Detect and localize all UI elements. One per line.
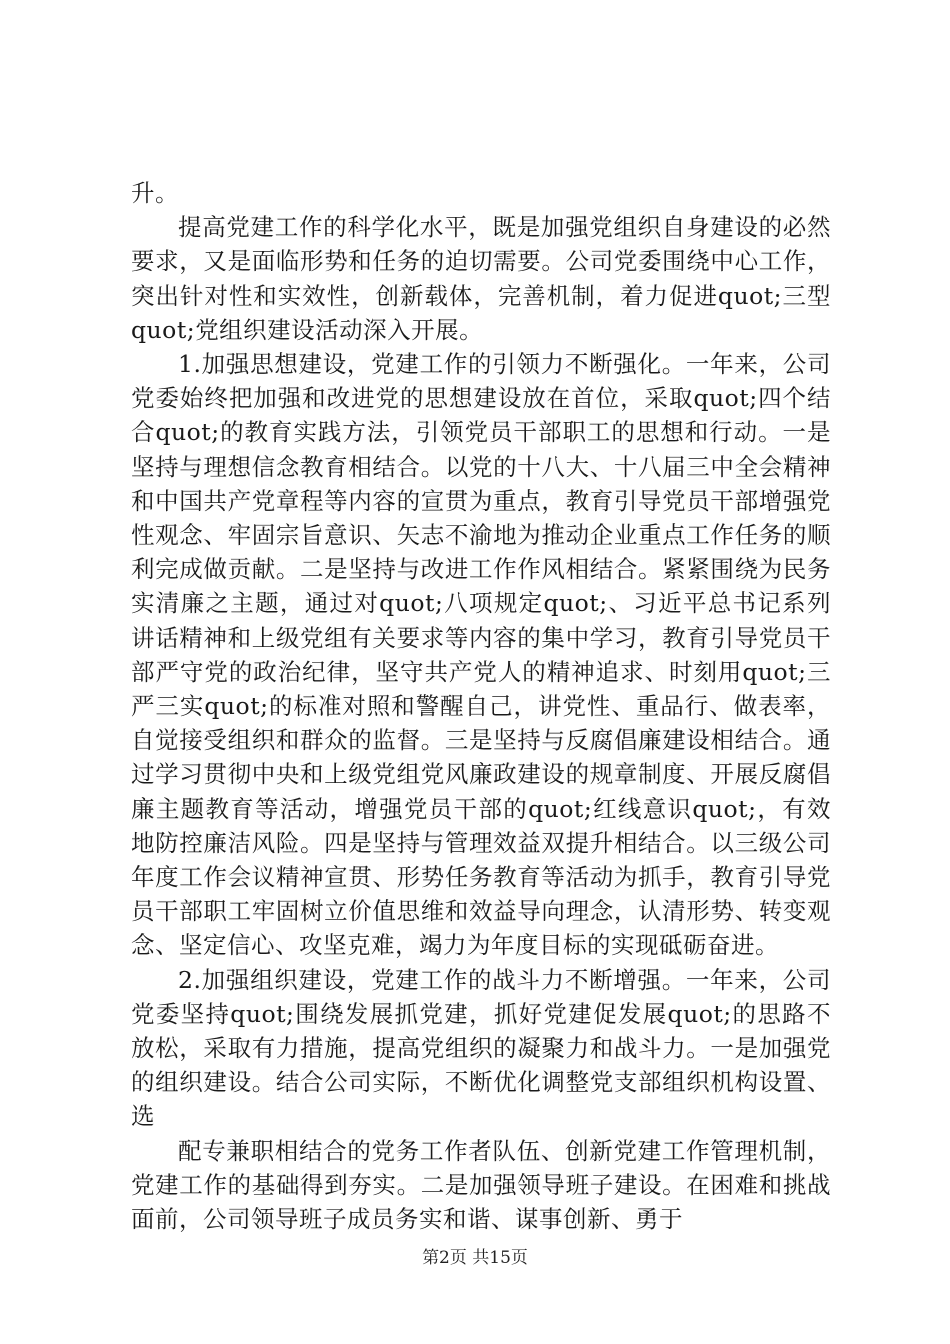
paragraph-staffing: 配专兼职相结合的党务工作者队伍、创新党建工作管理机制，党建工作的基础得到夯实。二是加强领导班子建设。在困难和挑战面前，公司领导班子成员务实和谐、谋事创新、勇于 [131, 1136, 831, 1234]
document-body [131, 176, 831, 1236]
page-number-footer: 第2页 共15页 [422, 1248, 528, 1268]
paragraph-intro: 提高党建工作的科学化水平，既是加强党组织自身建设的必然要求，又是面临形势和任务的迫切需要。公司党委围绕中心工作，突出针对性和实效性，创新载体，完善机制，着力促进quot;三型quot;党组织建设活动深入开展。 [131, 213, 831, 344]
paragraph-ideological-building: 1.加强思想建设，党建工作的引领力不断强化。一年来，公司党委始终把加强和改进党的思想建设放在首位，采取quot;四个结合quot;的教育实践方法，引领党员干部职工的思想和行动。一是坚持与理想信念教育相结合。以党的十八大、十八届三中全会精神和中国共产党章程等内容的宣贯为重点，教育引导党员干部增强党性观念、牢固宗旨意识、矢志不渝地为推动企业重点工作任务的顺利完成做贡献。二是坚持与改进工作作风相结合。紧紧围绕为民务实清廉之主题，通过对quot;八项规定quot;、习近平总书记系列讲话精神和上级党组有关要求等内容的集中学习，教育引导党员干部严守党的政治纪律，坚守共产党人的精神追求、时刻用quot;三严三实quot;的标准对照和警醒自己，讲党性、重品行、做表率，自觉接受组织和群众的监督。三是坚持与反腐倡廉建设相结合。通过学习贯彻中央和上级党组党风廉政建设的规章制度、开展反腐倡廉主题教育等活动，增强党员干部的quot;红线意识quot;，有效地防控廉洁风险。四是坚持与管理效益双提升相结合。以三级公司年度工作会议精神宣贯、形势任务教育等活动为抓手，教育引导党员干部职工牢固树立价值思维和效益导向理念，认清形势、转变观念、坚定信心、攻坚克难，竭力为年度目标的实现砥砺奋进。 [131, 350, 831, 960]
paragraph-continuation: 升。 [131, 179, 179, 207]
paragraph-organizational-building: 2.加强组织建设，党建工作的战斗力不断增强。一年来，公司党委坚持quot;围绕发展抓党建，抓好党建促发展quot;的思路不放松，采取有力措施，提高党组织的凝聚力和战斗力。一是加强党的组织建设。结合公司实际，不断优化调整党支部组织机构设置、选 [131, 965, 831, 1131]
